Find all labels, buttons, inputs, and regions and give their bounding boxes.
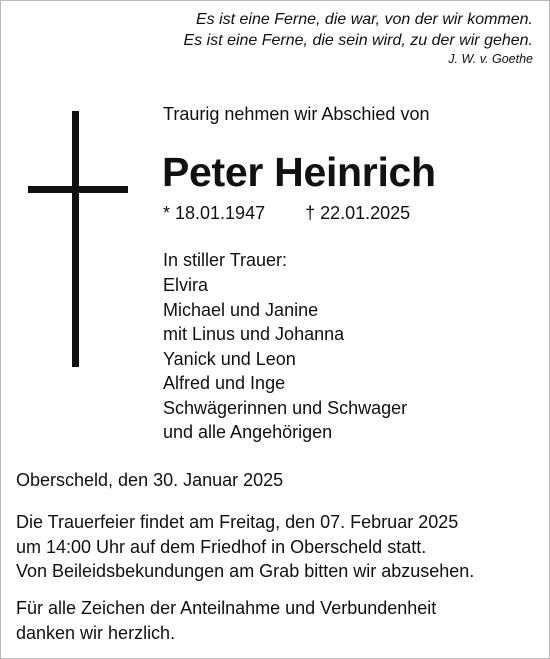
quote-line-1: Es ist eine Ferne, die war, von der wir kommen. bbox=[195, 11, 533, 28]
death-date: † 22.01.2025 bbox=[305, 203, 411, 223]
ceremony-line: um 14:00 Uhr auf dem Friedhof in Oberscheld statt. bbox=[16, 536, 427, 557]
farewell-intro: Traurig nehmen wir Abschied von bbox=[163, 104, 430, 124]
ceremony-info bbox=[16, 510, 474, 584]
cross-horizontal-bar bbox=[28, 186, 128, 193]
ceremony-line: Die Trauerfeier findet am Freitag, den 07. Februar 2025 bbox=[16, 512, 459, 532]
quote-line-2: Es ist eine Ferne, die sein wird, zu der wir gehen. bbox=[183, 32, 533, 49]
thanks-note bbox=[16, 596, 436, 645]
life-dates bbox=[163, 201, 410, 225]
mourners-list bbox=[163, 273, 407, 445]
place-and-date: Oberscheld, den 30. Januar 2025 bbox=[16, 470, 284, 490]
quote-author: J. W. v. Goethe bbox=[448, 52, 533, 66]
deceased-name: Peter Heinrich bbox=[162, 149, 436, 195]
list-item: Yanick und Leon bbox=[163, 348, 296, 369]
list-item: Schwägerinnen und Schwager bbox=[163, 397, 408, 418]
list-item: und alle Angehörigen bbox=[163, 422, 333, 442]
list-item: Michael und Janine bbox=[163, 299, 319, 320]
goethe-quote bbox=[13, 9, 533, 68]
list-item: Elvira bbox=[163, 275, 209, 295]
mourners-title: In stiller Trauer: bbox=[163, 250, 288, 270]
thanks-line: danken wir herzlich. bbox=[16, 622, 176, 643]
cross-icon bbox=[28, 111, 128, 367]
thanks-line: Für alle Zeichen der Anteilnahme und Verbundenheit bbox=[16, 598, 437, 618]
ceremony-line: Von Beileidsbekundungen am Grab bitten wir abzusehen. bbox=[16, 561, 475, 581]
birth-date: * 18.01.1947 bbox=[163, 203, 266, 223]
list-item: mit Linus und Johanna bbox=[163, 324, 345, 344]
list-item: Alfred und Inge bbox=[163, 373, 286, 393]
cross-vertical-bar bbox=[72, 111, 79, 367]
